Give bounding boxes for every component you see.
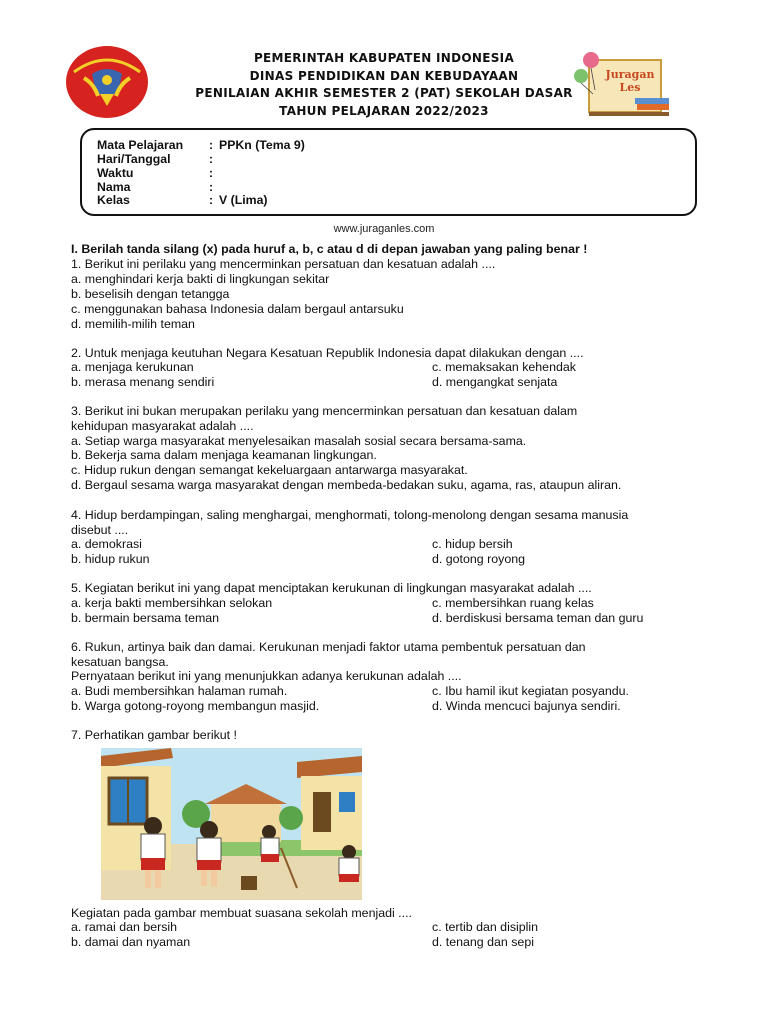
logo-text-juragan: Juragan: [605, 68, 655, 81]
question-1: 1. Berikut ini perilaku yang mencerminkan persatuan dan kesatuan adalah ....: [71, 257, 496, 271]
q4-option-c[interactable]: c. hidup bersih: [432, 537, 513, 551]
header-line-2: DINAS PENDIDIKAN DAN KEBUDAYAAN: [249, 68, 519, 83]
question-7: 7. Perhatikan gambar berikut !: [71, 728, 237, 742]
question-6-line-3: Pernyataan berikut ini yang menunjukkan adanya kerukunan adalah ....: [71, 669, 462, 683]
q2-option-b[interactable]: b. merasa menang sendiri: [71, 375, 215, 389]
info-label: Waktu: [97, 166, 134, 180]
header-line-3: PENILAIAN AKHIR SEMESTER 2 (PAT) SEKOLAH DASAR: [195, 86, 573, 100]
question-6-line-2: kesatuan bangsa.: [71, 655, 169, 669]
q7-option-d[interactable]: d. tenang dan sepi: [432, 935, 534, 949]
q7-option-c[interactable]: c. tertib dan disiplin: [432, 920, 539, 934]
info-row-time: [97, 166, 219, 180]
q5-option-b[interactable]: b. bermain bersama teman: [71, 611, 220, 625]
q4-option-b[interactable]: b. hidup rukun: [71, 552, 150, 566]
q5-option-c[interactable]: c. membersihkan ruang kelas: [432, 596, 594, 610]
q2-option-c[interactable]: c. memaksakan kehendak: [432, 360, 576, 374]
q2-option-d[interactable]: d. mengangkat senjata: [432, 375, 558, 389]
q3-option-b[interactable]: b. Bekerja sama dalam menjaga keamanan lingkungan.: [71, 448, 377, 462]
q1-option-d[interactable]: d. memilih-milih teman: [71, 317, 195, 331]
question-3-line-1: 3. Berikut ini bukan merupakan perilaku yang mencerminkan persatuan dan kesatuan dalam: [71, 404, 578, 418]
q5-option-d[interactable]: d. berdiskusi bersama teman dan guru: [432, 611, 644, 625]
q2-option-a[interactable]: a. menjaga kerukunan: [71, 360, 194, 374]
info-colon: :: [209, 193, 214, 207]
q3-option-c[interactable]: c. Hidup rukun dengan semangat kekeluargaan antarwarga masyarakat.: [71, 463, 468, 477]
info-label: Hari/Tanggal: [97, 152, 171, 166]
q4-option-a[interactable]: a. demokrasi: [71, 537, 142, 551]
q1-option-b[interactable]: b. beselisih dengan tetangga: [71, 287, 230, 301]
instruction: I. Berilah tanda silang (x) pada huruf a, b, c atau d di depan jawaban yang paling benar !: [71, 242, 588, 256]
q1-option-a[interactable]: a. menghindari kerja bakti di lingkungan sekitar: [71, 272, 330, 286]
info-colon: :: [209, 180, 214, 194]
question-6-line-1: 6. Rukun, artinya baik dan damai. Kerukunan menjadi faktor utama pembentuk persatuan dan: [71, 640, 586, 654]
q7-option-b[interactable]: b. damai dan nyaman: [71, 935, 191, 949]
info-colon: :: [209, 138, 214, 152]
question-2: 2. Untuk menjaga keutuhan Negara Kesatuan Republik Indonesia dapat dilakukan dengan ....: [71, 346, 584, 360]
header-line-1: PEMERINTAH KABUPATEN INDONESIA: [253, 51, 515, 65]
info-value: V (Lima): [219, 193, 268, 207]
q6-option-a[interactable]: a. Budi membersihkan halaman rumah.: [71, 684, 288, 698]
info-label: Mata Pelajaran: [97, 138, 184, 152]
question-5: 5. Kegiatan berikut ini yang dapat menciptakan kerukunan di lingkungan masyarakat adalah ....: [71, 581, 592, 595]
question-4-line-1: 4. Hidup berdampingan, saling menghargai, menghormati, tolong-menolong dengan sesama manusia: [71, 508, 629, 522]
logo-text-les: Les: [619, 81, 641, 94]
q7-option-a[interactable]: a. ramai dan bersih: [71, 920, 178, 934]
info-colon: :: [209, 152, 214, 166]
q6-option-b[interactable]: b. Warga gotong-royong membangun masjid.: [71, 699, 320, 713]
school-cleaning-illustration-icon: [101, 748, 362, 900]
info-colon: :: [209, 166, 214, 180]
info-value: PPKn (Tema 9): [219, 138, 305, 152]
q6-option-c[interactable]: c. Ibu hamil ikut kegiatan posyandu.: [432, 684, 629, 698]
q7-prompt: Kegiatan pada gambar membuat suasana sekolah menjadi ....: [71, 906, 412, 920]
q3-option-a[interactable]: a. Setiap warga masyarakat menyelesaikan masalah sosial secara bersama-sama.: [71, 434, 527, 448]
question-3-line-2: kehidupan masyarakat adalah ....: [71, 419, 254, 433]
info-row-subject: [97, 138, 305, 152]
info-label: Kelas: [97, 193, 130, 207]
q1-option-c[interactable]: c. menggunakan bahasa Indonesia dalam bergaul antarsuku: [71, 302, 404, 316]
school-header: [0, 50, 768, 120]
q6-option-d[interactable]: d. Winda mencuci bajunya sendiri.: [432, 699, 621, 713]
info-row-name: [97, 180, 219, 194]
header-line-4: TAHUN PELAJARAN 2022/2023: [279, 103, 489, 118]
info-row-class: [97, 193, 268, 207]
info-row-date: [97, 152, 219, 166]
q5-option-a[interactable]: a. kerja bakti membersihkan selokan: [71, 596, 273, 610]
q4-option-d[interactable]: d. gotong royong: [432, 552, 526, 566]
student-info-box: [80, 128, 697, 216]
website-url[interactable]: www.juraganles.com: [333, 223, 435, 235]
q3-option-d[interactable]: d. Bergaul sesama warga masyarakat dengan membeda-bedakan suku, agama, ras, ataupun aliran.: [71, 478, 622, 492]
question-4-line-2: disebut ....: [71, 523, 129, 537]
info-label: Nama: [97, 180, 131, 194]
